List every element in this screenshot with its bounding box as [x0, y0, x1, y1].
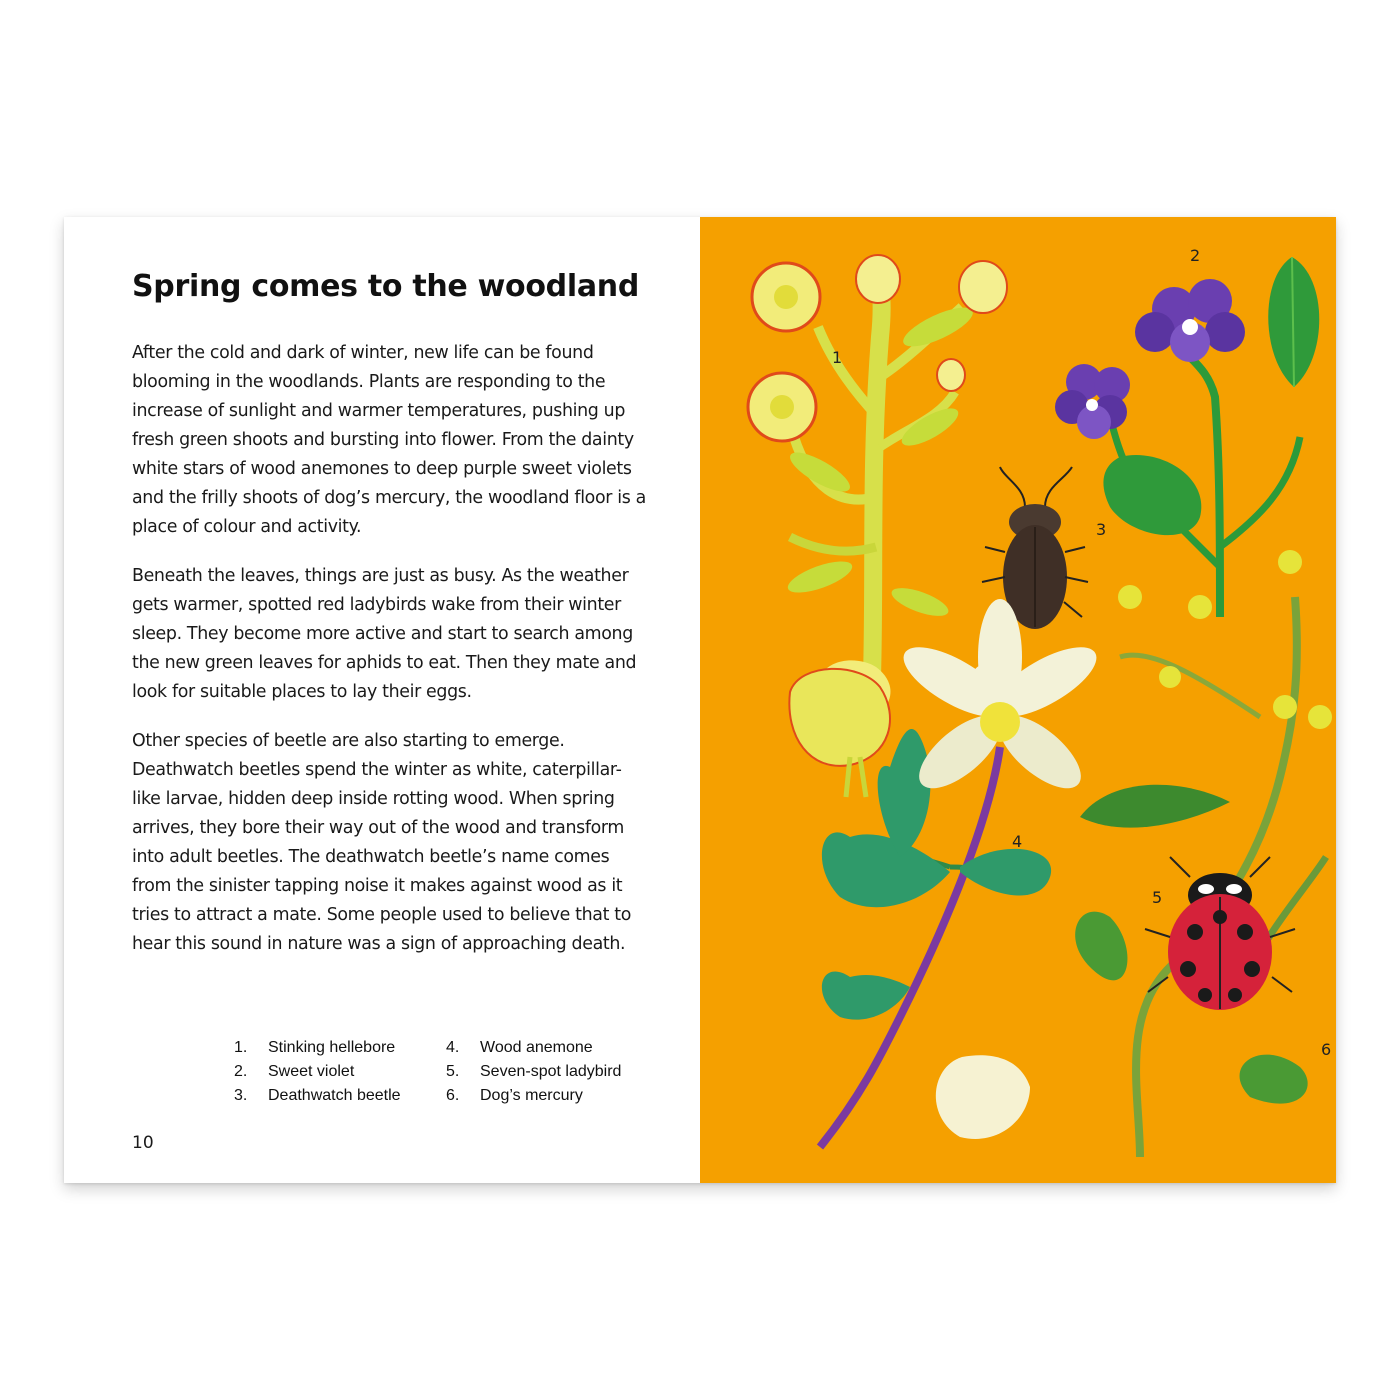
species-legend: [234, 1036, 654, 1108]
illustration-label-6: 6: [1321, 1040, 1332, 1059]
mercury-illustration: [1075, 550, 1332, 1157]
illustration-label-4: 4: [1012, 832, 1023, 851]
legend-item: 1. Stinking hellebore: [234, 1039, 396, 1056]
illustration-label-5: 5: [1152, 888, 1163, 907]
paragraph: After the cold and dark of winter, new life can be found blooming in the woodlands. Plants are responding to the increase of sunlight and warmer temperatures, pushing up fresh green shoots and bursting into flower. From the dainty white stars of wood anemones to deep purple sweet violets and the frilly shoots of dog’s mercury, the woodland floor is a place of colour and activity.: [132, 343, 646, 537]
legend-item: 5. Seven-spot ladybird: [446, 1063, 622, 1080]
legend-item: 6. Dog’s mercury: [446, 1087, 583, 1104]
page-number: 10: [132, 1133, 154, 1153]
hellebore-illustration: [748, 255, 1007, 797]
illustration-label-3: 3: [1096, 520, 1107, 539]
page-title: Spring comes to the woodland: [132, 269, 639, 304]
illustration-label-2: 2: [1190, 246, 1201, 265]
legend-item: 4. Wood anemone: [446, 1039, 593, 1056]
left-page: [64, 217, 700, 1183]
paragraph: Beneath the leaves, things are just as busy. As the weather gets warmer, spotted red ladybirds wake from their winter sleep. They become more active and start to search among the new green leaves for aphids to eat. Then they mate and look for suitable places to lay their eggs.: [132, 566, 637, 702]
legend-item: 3. Deathwatch beetle: [234, 1087, 401, 1104]
legend-item: 2. Sweet violet: [234, 1063, 355, 1080]
book-spread: [64, 217, 1336, 1183]
illustration-page: [700, 217, 1336, 1183]
illustration-label-1: 1: [832, 348, 843, 367]
woodland-illustration: [700, 217, 1336, 1183]
body-text: [132, 339, 647, 979]
paragraph: Other species of beetle are also starting to emerge. Deathwatch beetles spend the winter as white, caterpillar-like larvae, hidden deep inside rotting wood. When spring arrives, they bore their way out of the wood and transform into adult beetles. The deathwatch beetle’s name comes from the sinister tapping noise it makes against wood as it tries to attract a mate. Some people used to believe that to hear this sound in nature was a sign of approaching death.: [132, 731, 632, 954]
